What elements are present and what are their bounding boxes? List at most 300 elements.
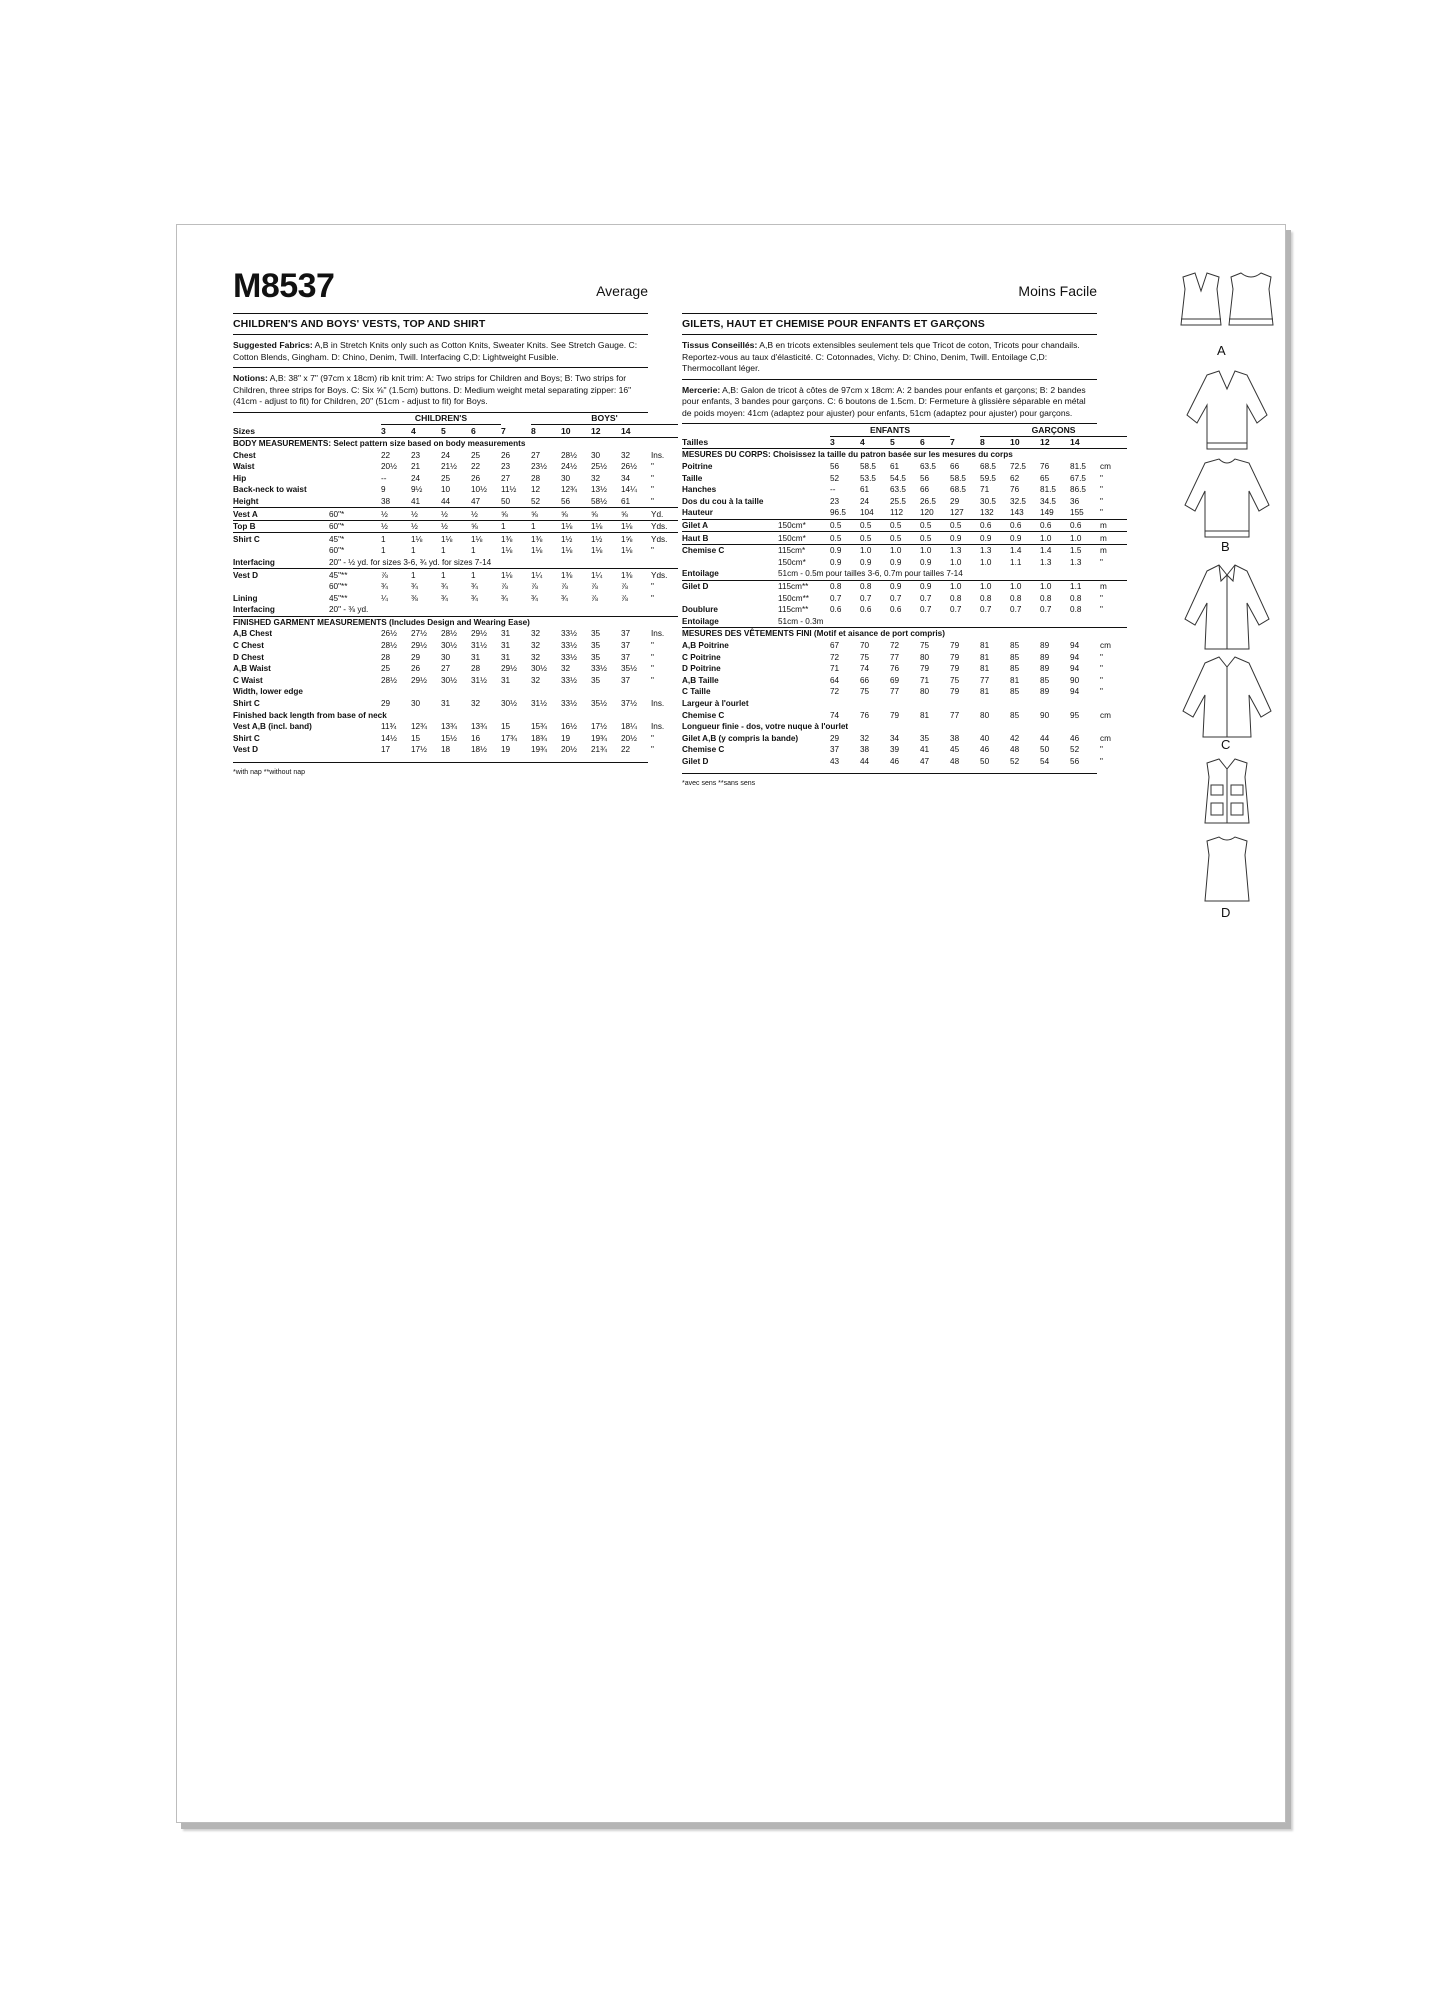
size-header: 7: [501, 425, 506, 436]
table-cell: 19¾: [591, 733, 607, 743]
suggested-fabrics-fr: Tissus Conseillés: A,B en tricots extensibles seulement tels que Tricot de coton, Tricots pour chandails. Reportez-vous au taux d'élasticité. C: Cotonnades, Vichy. D: Chino, Denim, Twill. Entoilage C,D: Thermocollant léger.: [682, 340, 1080, 373]
table-cell: 32: [531, 629, 541, 639]
table-cell: 89: [1040, 687, 1050, 697]
row-label: Height: [233, 496, 259, 506]
unit: ": [651, 496, 654, 506]
fabric-width: 150cm*: [778, 532, 830, 545]
table-cell: 0.6: [1010, 519, 1040, 532]
row-label: Vest A,B (incl. band): [233, 722, 312, 732]
table-cell: 21½: [441, 462, 457, 472]
table-cell: 12¾: [561, 485, 577, 495]
table-cell: 28: [471, 664, 481, 674]
table-cell: 28½: [561, 450, 577, 460]
table-cell: 66: [860, 675, 870, 685]
yardage-row: [233, 604, 678, 616]
table-cell: 0.9: [890, 580, 920, 592]
table-cell: 0.8: [950, 593, 962, 603]
table-cell: 1¼: [531, 569, 561, 581]
row-label: Chemise C: [682, 544, 778, 556]
table-cell: 79: [920, 664, 930, 674]
table-cell: ⅝: [561, 508, 591, 521]
table-cell: 35½: [591, 699, 607, 709]
table-cell: 15: [501, 722, 511, 732]
table-cell: 15½: [441, 733, 457, 743]
table-cell: 1.3: [950, 544, 980, 556]
row-label: Hanches: [682, 485, 717, 495]
fabric-width: 60"*: [329, 520, 381, 533]
table-cell: 0.6: [830, 605, 842, 615]
table-cell: 1⅜: [561, 569, 591, 581]
table-cell: 81: [920, 710, 930, 720]
table-cell: 52: [1070, 745, 1080, 755]
table-cell: 32: [561, 664, 571, 674]
table-cell: 77: [950, 710, 960, 720]
table-cell: 30: [411, 699, 421, 709]
size-header: 4: [860, 437, 865, 448]
table-cell: 25: [441, 473, 451, 483]
row-label: Gilet A,B (y compris la bande): [682, 733, 799, 743]
table-cell: 0.9: [920, 557, 932, 567]
unit: cm: [1100, 462, 1111, 472]
table-cell: 1: [471, 546, 476, 556]
fabric-width: 150cm*: [778, 557, 806, 567]
table-cell: 37: [621, 652, 631, 662]
row-label: C Taille: [682, 687, 711, 697]
fabric-width: 45"**: [329, 569, 381, 581]
unit: ": [1100, 496, 1103, 506]
table-cell: 76: [860, 710, 870, 720]
table-cell: 1⅛: [501, 569, 531, 581]
table-cell: 30: [441, 652, 451, 662]
table-cell: 0.8: [1010, 593, 1022, 603]
table-cell: 1: [381, 533, 411, 545]
table-cell: 0.6: [980, 519, 1010, 532]
section-title: FINISHED GARMENT MEASUREMENTS (Includes Design and Wearing Ease): [233, 616, 678, 628]
table-cell: 1.3: [1070, 557, 1082, 567]
table-cell: 72: [830, 687, 840, 697]
table-cell: 0.5: [950, 519, 980, 532]
table-cell: 1.0: [980, 557, 992, 567]
row-label: Chemise C: [682, 745, 725, 755]
garment-title-fr: GILETS, HAUT ET CHEMISE POUR ENFANTS ET GARÇONS: [682, 313, 1097, 330]
table-cell: 81: [1010, 675, 1020, 685]
table-cell: 1.4: [1040, 544, 1070, 556]
table-cell: 0.7: [890, 593, 902, 603]
view-d: [1177, 757, 1277, 927]
row-label: Vest A: [233, 508, 329, 521]
table-cell: ¾: [561, 593, 568, 603]
table-cell: 30½: [531, 664, 547, 674]
table-cell: 0.7: [950, 605, 962, 615]
table-cell: 50: [980, 756, 990, 766]
table-cell: ¾: [501, 593, 508, 603]
table-cell: 43: [830, 756, 840, 766]
table-cell: 1.1: [1010, 557, 1022, 567]
table-cell: ¾: [441, 593, 448, 603]
table-cell: 17½: [591, 722, 607, 732]
unit: ": [651, 593, 654, 603]
table-cell: 77: [980, 675, 990, 685]
row-label: C Waist: [233, 675, 263, 685]
table-cell: ¾: [381, 582, 388, 592]
table-cell: 32.5: [1010, 496, 1026, 506]
table-cell: 89: [1040, 652, 1050, 662]
row-label: Top B: [233, 520, 329, 533]
table-cell: 26½: [381, 629, 397, 639]
table-cell: 1⅜: [501, 533, 531, 545]
table-row: [682, 686, 1127, 698]
table-cell: 31½: [471, 641, 487, 651]
table-cell: 85: [1010, 664, 1020, 674]
table-row: [233, 663, 678, 675]
table-cell: 65: [1040, 473, 1050, 483]
size-header: 10: [1010, 437, 1020, 448]
size-header: 8: [531, 425, 536, 436]
unit: cm: [1100, 733, 1111, 743]
yardage-note: 51cm - 0.3m: [778, 616, 824, 626]
fabric-width: 150cm**: [778, 593, 809, 603]
table-cell: 0.7: [830, 593, 842, 603]
pattern-envelope-back: [176, 224, 1286, 1823]
table-cell: 31: [501, 629, 511, 639]
table-cell: 0.8: [1070, 605, 1082, 615]
table-cell: 120: [920, 508, 934, 518]
table-cell: ¼: [381, 593, 388, 603]
size-header: 3: [381, 425, 386, 436]
yardage-note: 20" - ½ yd. for sizes 3-6, ¾ yd. for sizes 7-14: [329, 557, 492, 567]
row-label: C Chest: [233, 641, 264, 651]
size-header: 12: [591, 425, 601, 436]
size-header: 7: [950, 437, 955, 448]
table-cell: 1.0: [1040, 580, 1070, 592]
table-cell: 149: [1040, 508, 1054, 518]
table-cell: ½: [471, 508, 501, 521]
table-cell: 58.5: [860, 462, 876, 472]
table-cell: 1: [441, 569, 471, 581]
table-cell: 19: [561, 733, 571, 743]
garment-title: CHILDREN'S AND BOYS' VESTS, TOP AND SHIRT: [233, 313, 648, 330]
view-c: [1177, 561, 1277, 757]
table-cell: 21: [411, 462, 421, 472]
table-cell: 1⅛: [501, 546, 513, 556]
table-cell: 11½: [501, 485, 517, 495]
table-cell: 29: [411, 652, 421, 662]
table-row: [233, 698, 678, 710]
unit: cm: [1100, 640, 1111, 650]
table-cell: ½: [441, 520, 471, 533]
table-cell: 0.8: [830, 580, 860, 592]
yardage-row: [682, 532, 1127, 545]
table-cell: 34: [890, 733, 900, 743]
table-cell: 22: [381, 450, 391, 460]
shirt-c-icon: [1177, 561, 1277, 739]
unit: ": [651, 462, 654, 472]
unit: m: [1100, 532, 1127, 545]
size-header: 5: [890, 437, 895, 448]
table-cell: ⅝: [471, 520, 501, 533]
table-cell: 23: [830, 496, 840, 506]
table-cell: 69: [890, 675, 900, 685]
table-cell: ¾: [441, 582, 448, 592]
yardage-row: [682, 616, 1127, 628]
sizes-label: Sizes: [233, 425, 255, 436]
table-cell: 0.7: [920, 605, 932, 615]
unit: ": [1100, 687, 1103, 697]
table-row: [233, 640, 678, 652]
table-row: [682, 663, 1127, 675]
table-cell: ⅝: [531, 508, 561, 521]
garment-sketches: [1177, 269, 1277, 927]
table-cell: 85: [1010, 687, 1020, 697]
fabric-width: 45"**: [329, 593, 348, 603]
table-cell: ⅞: [621, 593, 628, 603]
yardage-row: [682, 568, 1127, 580]
table-cell: 1.0: [1070, 532, 1100, 545]
table-cell: 94: [1070, 652, 1080, 662]
fabric-width: 60"*: [329, 546, 345, 556]
table-cell: 1⅛: [621, 520, 651, 533]
table-cell: 1⅝: [621, 533, 651, 545]
table-cell: 34: [621, 473, 631, 483]
size-header: 14: [1070, 437, 1080, 448]
table-cell: 25: [381, 664, 391, 674]
row-label: [233, 545, 329, 557]
unit: m: [1100, 519, 1127, 532]
table-row: [233, 733, 678, 745]
table-cell: 1: [441, 546, 446, 556]
table-cell: 0.9: [830, 557, 842, 567]
table-cell: 35½: [621, 664, 637, 674]
unit: ": [1100, 605, 1103, 615]
table-cell: ⅞: [381, 569, 411, 581]
table-cell: 77: [890, 687, 900, 697]
difficulty-level-fr: Moins Facile: [1018, 283, 1097, 299]
table-cell: ⅜: [411, 593, 418, 603]
table-cell: 1⅜: [531, 533, 561, 545]
view-b: [1177, 365, 1277, 561]
table-row: [682, 484, 1127, 496]
table-cell: 54.5: [890, 473, 906, 483]
table-cell: 1⅛: [561, 520, 591, 533]
unit: ": [651, 664, 654, 674]
table-cell: 15: [411, 733, 421, 743]
table-cell: 0.7: [920, 593, 932, 603]
table-cell: 1⅛: [471, 533, 501, 545]
table-cell: 80: [980, 710, 990, 720]
table-row: [233, 449, 678, 461]
table-cell: 10: [441, 485, 451, 495]
table-cell: 30½: [501, 699, 517, 709]
table-cell: 22: [621, 745, 631, 755]
measurement-table-en: [233, 413, 678, 756]
row-label: Vest D: [233, 745, 259, 755]
table-cell: 1⅛: [621, 546, 633, 556]
row-label: Interfacing: [233, 557, 275, 567]
table-row: [682, 744, 1127, 756]
size-header: 14: [621, 425, 631, 436]
table-cell: 12: [531, 485, 541, 495]
row-label: Chest: [233, 450, 256, 460]
table-row: [682, 640, 1127, 652]
table-cell: 13¾: [441, 722, 457, 732]
table-row: [233, 484, 678, 496]
yardage-row: [233, 520, 678, 533]
row-label: Haut B: [682, 532, 778, 545]
row-label: Interfacing: [233, 605, 275, 615]
row-label: A,B Waist: [233, 664, 271, 674]
table-cell: ⅞: [531, 582, 538, 592]
row-label: D Chest: [233, 652, 264, 662]
table-cell: 18½: [471, 745, 487, 755]
row-label: Hip: [233, 473, 247, 483]
table-cell: 32: [591, 473, 601, 483]
row-label: Chemise C: [682, 710, 725, 720]
table-cell: 0.7: [980, 605, 992, 615]
table-cell: 0.5: [860, 519, 890, 532]
table-cell: 44: [441, 496, 451, 506]
table-cell: 27½: [411, 629, 427, 639]
table-row: [682, 674, 1127, 686]
table-cell: 75: [860, 652, 870, 662]
table-cell: 79: [950, 687, 960, 697]
table-cell: 41: [411, 496, 421, 506]
table-cell: 27: [501, 473, 511, 483]
table-cell: 1.0: [950, 580, 980, 592]
table-cell: 42: [1010, 733, 1020, 743]
table-row: [233, 721, 678, 733]
row-label: Entoilage: [682, 616, 719, 626]
table-cell: 31: [501, 675, 511, 685]
table-cell: 48: [950, 756, 960, 766]
table-cell: 26: [501, 450, 511, 460]
unit: ": [1100, 508, 1103, 518]
table-cell: 35: [591, 629, 601, 639]
table-cell: 104: [860, 508, 874, 518]
french-column: [682, 273, 1111, 788]
table-cell: 54: [1040, 756, 1050, 766]
table-cell: 74: [860, 664, 870, 674]
notions-fr: Mercerie: A,B: Galon de tricot à côtes de 97cm x 18cm: A: 2 bandes pour enfants et garçons; B: 2 bandes pour enfants, 3 bandes pour garçons. C: 6 boutons de 1.5cm. D: Fermeture à glissière séparable en métal de poids moyen: 41cm (adaptez pour ajuster) pour enfants, 51cm (adaptez pour ajuster) pour garçons.: [682, 384, 1086, 418]
table-cell: 77: [890, 652, 900, 662]
yardage-row: [233, 592, 678, 604]
table-cell: 59.5: [980, 473, 996, 483]
table-row: [233, 744, 678, 756]
table-cell: 38: [860, 745, 870, 755]
yardage-row: [233, 569, 678, 581]
table-cell: 41: [920, 745, 930, 755]
yardage-row: [233, 581, 678, 593]
table-cell: 44: [860, 756, 870, 766]
table-cell: 64: [830, 675, 840, 685]
table-cell: 29: [381, 699, 391, 709]
table-cell: 35: [591, 652, 601, 662]
section-title: MESURES DES VÊTEMENTS FINI (Motif et aisance de port compris): [682, 628, 1127, 640]
table-cell: 0.9: [980, 532, 1010, 545]
table-cell: 0.5: [890, 532, 920, 545]
table-cell: 18¼: [621, 722, 637, 732]
unit: Yds.: [651, 533, 678, 545]
table-cell: 89: [1040, 664, 1050, 674]
pattern-code: M8537: [233, 267, 335, 305]
size-header: 12: [1040, 437, 1050, 448]
yardage-row: [233, 557, 678, 569]
view-a: [1177, 269, 1277, 365]
table-cell: 56: [561, 496, 571, 506]
table-cell: 0.7: [860, 593, 872, 603]
table-cell: 112: [890, 508, 904, 518]
fabric-width: 115cm*: [778, 544, 830, 556]
table-cell: 53.5: [860, 473, 876, 483]
table-cell: 1.1: [1070, 580, 1100, 592]
table-cell: 15¾: [531, 722, 547, 732]
suggested-fabrics: Suggested Fabrics: A,B in Stretch Knits only such as Cotton Knits, Sweater Knits. See Stretch Gauge. C: Cotton Blends, Gingham. D: Chino, Denim, Twill. Interfacing C,D: Lightweight Fusible.: [233, 340, 638, 362]
table-cell: 19: [501, 745, 511, 755]
yardage-row: [233, 533, 678, 545]
table-cell: 26½: [621, 462, 637, 472]
table-cell: 23: [501, 462, 511, 472]
table-cell: 1.0: [980, 580, 1010, 592]
table-cell: 0.8: [1040, 593, 1052, 603]
yardage-row: [682, 604, 1127, 616]
row-label: [233, 581, 329, 593]
table-cell: 79: [950, 652, 960, 662]
table-cell: 1.0: [1010, 580, 1040, 592]
table-cell: 0.8: [1070, 593, 1082, 603]
unit: ": [651, 745, 654, 755]
table-cell: 56: [830, 462, 840, 472]
unit: ": [651, 473, 654, 483]
table-cell: 26.5: [920, 496, 936, 506]
table-cell: ⅝: [591, 508, 621, 521]
table-cell: 24½: [561, 462, 577, 472]
table-cell: ¾: [471, 582, 478, 592]
fabric-width: 150cm*: [778, 519, 830, 532]
table-row: [233, 472, 678, 484]
table-cell: 28½: [381, 675, 397, 685]
table-cell: 74: [830, 710, 840, 720]
table-cell: 0.6: [1070, 519, 1100, 532]
table-cell: --: [381, 473, 387, 483]
table-cell: 47: [920, 756, 930, 766]
table-cell: 20½: [621, 733, 637, 743]
table-cell: 79: [950, 640, 960, 650]
table-cell: 0.9: [950, 532, 980, 545]
table-cell: 58½: [591, 496, 607, 506]
table-cell: 0.8: [860, 580, 890, 592]
table-row: [233, 628, 678, 640]
table-cell: 0.5: [920, 532, 950, 545]
table-row: [233, 461, 678, 473]
size-header: 8: [980, 437, 985, 448]
table-cell: 9: [381, 485, 386, 495]
table-cell: 1⅛: [531, 546, 543, 556]
subsection-title: Largeur à l'ourlet: [682, 698, 749, 708]
table-cell: ⅝: [621, 508, 651, 521]
table-cell: 20½: [561, 745, 577, 755]
unit: ": [651, 733, 654, 743]
table-cell: 12¾: [411, 722, 427, 732]
size-header: 10: [561, 425, 571, 436]
row-label: A,B Poitrine: [682, 640, 729, 650]
table-cell: 72: [890, 640, 900, 650]
table-cell: 1: [411, 569, 441, 581]
table-cell: 37: [830, 745, 840, 755]
table-cell: 1⅛: [561, 546, 573, 556]
unit: m: [1100, 580, 1127, 592]
view-label-c: C: [1221, 737, 1231, 752]
fabric-width: 60"*: [329, 508, 381, 521]
table-cell: 0.5: [860, 532, 890, 545]
